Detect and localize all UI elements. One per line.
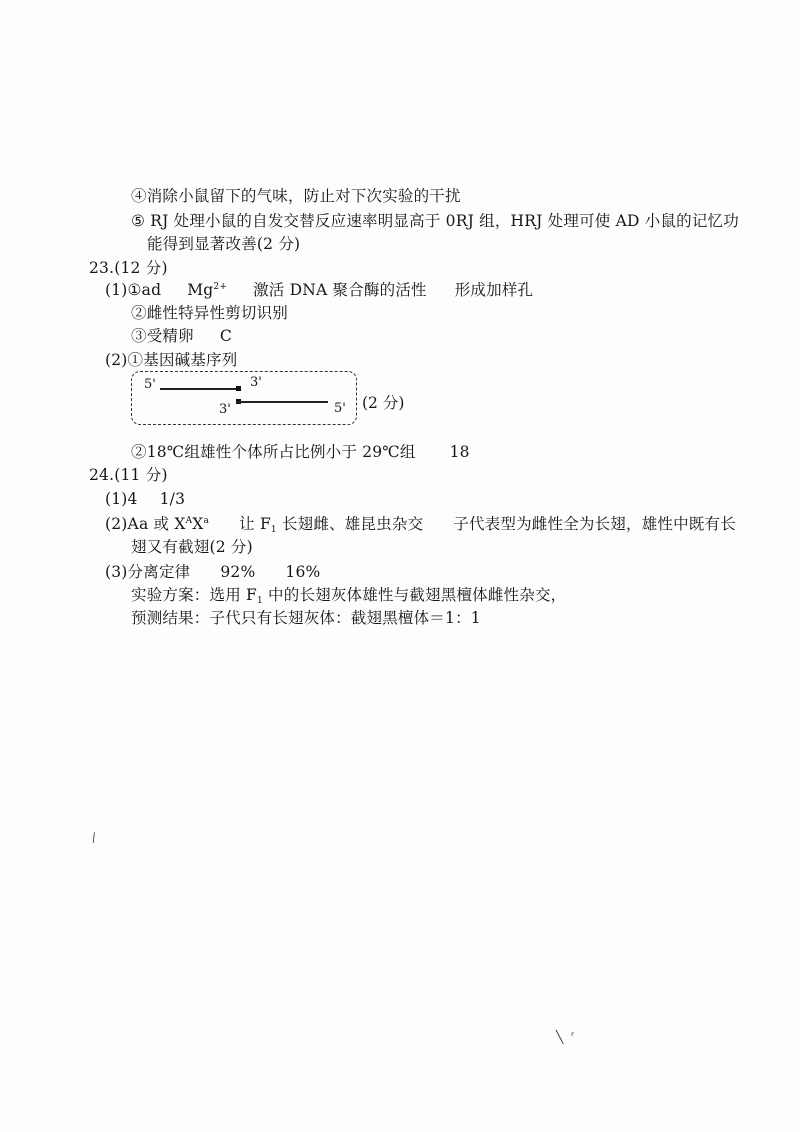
q24-part1-answer-b: 1/3 [159,490,186,508]
genotype-mid: X [192,515,204,533]
ion-formula [187,281,227,299]
q23-item2-text: ②18℃组雄性个体所占比例小于 29℃组 [131,443,416,461]
q24-part2-line1 [105,514,736,534]
q23-header: 23.(12 分) [89,259,168,277]
scan-speck: ╲ [556,1030,564,1044]
q23-item3-text: ③受精卵 [131,327,194,345]
q22-item5-line1: ⑤ RJ 处理小鼠的自发交替反应速率明显高于 0RJ 组，HRJ 处理可使 AD 小鼠的记忆功 [131,212,739,230]
q24-prediction: 预测结果：子代只有长翅灰体：截翅黑檀体＝1：1 [131,609,481,627]
label-top-right: 3' [250,375,262,390]
q22-item5-line2: 能得到显著改善(2 分) [147,235,301,253]
bottom-strand [236,401,328,403]
q23-part1-line [105,280,533,300]
diagram-score: (2 分) [362,394,405,412]
plan-sub: 1 [256,596,263,606]
genotype-sup2: a [203,516,210,526]
q23-part1-item3 [131,326,232,346]
ion-charge: 2+ [213,282,228,292]
q23-part2-item2 [131,442,470,462]
q24-part2-result: 子代表型为雌性全为长翅，雄性中既有长 [453,515,736,533]
q23-item3-answer: C [219,327,232,345]
cross-post: 长翅雌、雄昆虫杂交 [276,515,424,533]
q24-part3-line1 [105,562,320,582]
genotype-prefix: (2)Aa 或 X [105,515,186,533]
q24-header: 24.(11 分) [89,466,168,484]
top-strand-end-marker [236,386,241,391]
cross-pre: 让 F [239,515,271,533]
q23-part1-dna: 激活 DNA 聚合酶的活性 [253,281,427,299]
label-bottom-right: 5' [334,401,346,416]
label-top-left: 5' [144,377,156,392]
q24-part3-val1: 92% [220,563,256,581]
q23-part1-item2: ②雌性特异性剪切识别 [131,304,289,322]
top-strand [160,388,240,390]
q24-part1-answer-a: (1)4 [105,490,138,508]
plan-pre: 实验方案：选用 F [131,586,257,604]
q24-part3-val2: 16% [285,563,321,581]
q24-part3-prefix: (3)分离定律 [105,563,191,581]
scan-speck: ⁄ [90,831,98,845]
q23-part2-item1: (2)①基因碱基序列 [105,351,238,369]
q23-item2-answer: 18 [449,443,470,461]
label-bottom-left: 3' [219,402,231,417]
dna-strand-diagram [131,371,357,425]
ion-base: Mg [187,281,214,299]
cross-sub: 1 [270,525,277,535]
q24-part2-line2: 翅又有截翅(2 分) [131,538,253,556]
q24-plan [131,585,566,605]
q23-part1-prefix: (1)①ad [105,281,162,299]
q23-part1-well: 形成加样孔 [454,281,534,299]
genotype-sup1: A [185,516,193,526]
q24-part1 [105,489,185,509]
scan-speck: ʳ [571,1029,575,1043]
plan-post: 中的长翅灰体雄性与截翅黑檀体雌性杂交， [262,586,567,604]
q22-item4: ④消除小鼠留下的气味，防止对下次实验的干扰 [131,187,461,205]
